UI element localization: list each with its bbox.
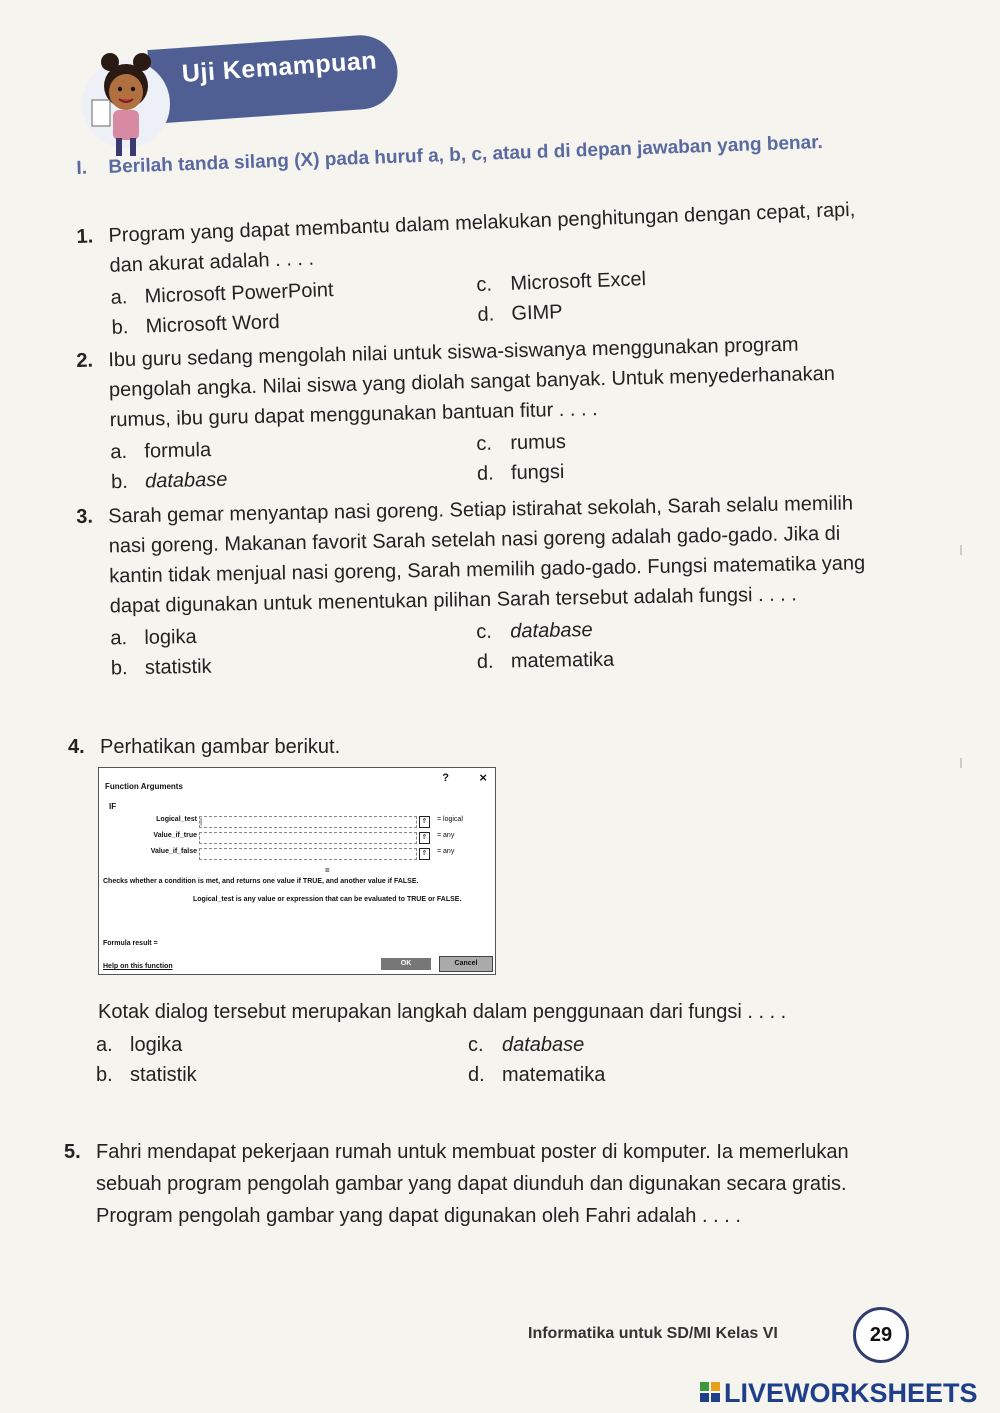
collapse-icon[interactable]: ⇑	[419, 816, 430, 828]
question-4-continued	[66, 996, 866, 1090]
function-description: Checks whether a condition is met, and returns one value if TRUE, and another value if FALSE.	[103, 878, 419, 885]
option-b[interactable]: b. statistik	[110, 655, 212, 680]
options	[96, 1030, 866, 1090]
book-title: Informatika untuk SD/MI Kelas VI	[528, 1325, 778, 1342]
option-d[interactable]: d. matematika	[468, 1064, 606, 1086]
option-d[interactable]: d. GIMP	[477, 301, 563, 327]
question-number: 1.	[76, 225, 94, 248]
watermark-text: LIVEWORKSHEETS	[724, 1378, 978, 1408]
collapse-icon[interactable]: ⇑	[419, 832, 430, 844]
question-2	[76, 328, 879, 498]
option-c[interactable]: c. database	[468, 1034, 585, 1056]
option-a[interactable]: a. logika	[96, 1034, 183, 1056]
close-icon[interactable]: ×	[479, 770, 487, 785]
question-text: Kotak dialog tersebut merupakan langkah dalam penggunaan dari fungsi . . . .	[98, 1001, 787, 1023]
scan-mark	[960, 758, 962, 768]
question-1	[76, 194, 870, 343]
logical-test-field[interactable]: |	[199, 816, 417, 828]
option-c[interactable]: c. Microsoft Excel	[476, 268, 647, 297]
formula-result: Formula result =	[103, 940, 158, 947]
instruction-text: Berilah tanda silang (X) pada huruf a, b, c, atau d di depan jawaban yang benar.	[108, 131, 824, 178]
option-a[interactable]: a. Microsoft PowerPoint	[110, 279, 334, 309]
page-title: Uji Kemampuan	[180, 46, 378, 88]
dialog-title: Function Arguments	[105, 782, 183, 791]
help-link[interactable]: Help on this function	[103, 963, 173, 970]
question-text: Fahri mendapat pekerjaan rumah untuk membuat poster di komputer. Ia memerlukan sebuah program pengolah gambar yang dapat diunduh dan digunakan secara gratis. Program pengolah gambar yang dapat digunakan oleh Fahri adalah . . . .	[96, 1141, 849, 1227]
question-number: 4.	[68, 736, 85, 758]
option-b[interactable]: b. database	[110, 468, 228, 494]
argument-description: Logical_test is any value or expression that can be evaluated to TRUE or FALSE.	[193, 896, 462, 903]
liveworksheets-logo-icon	[700, 1382, 720, 1402]
question-number: 2.	[76, 349, 94, 372]
option-a[interactable]: a. formula	[110, 438, 212, 464]
option-d[interactable]: d. matematika	[476, 648, 615, 674]
question-text: Sarah gemar menyantap nasi goreng. Setiap istirahat sekolah, Sarah selalu memilih nasi goreng. Makanan favorit Sarah setelah nasi goreng adalah gado-gado. Jika di kantin tidak menjual nasi goreng, Sarah memilih gado-gado. Fungsi matematika yang dapat digunakan untuk menentukan pilihan Sarah tersebut adalah fungsi . . . .	[108, 492, 866, 618]
question-text: Program yang dapat membantu dalam melakukan penghitungan dengan cepat, rapi, dan akurat adalah . . . .	[108, 198, 856, 277]
page-number: 29	[853, 1307, 909, 1363]
instruction	[76, 128, 857, 183]
ok-button[interactable]: OK	[381, 958, 431, 970]
instruction-number: I.	[76, 157, 88, 179]
option-c[interactable]: c. database	[476, 619, 593, 644]
option-b[interactable]: b. statistik	[96, 1064, 197, 1086]
value-if-false-field[interactable]	[199, 848, 417, 860]
options	[110, 610, 879, 683]
question-number: 5.	[64, 1141, 81, 1163]
cancel-button[interactable]: Cancel	[439, 956, 493, 972]
question-5	[64, 1136, 884, 1232]
equals-sign: =	[325, 866, 330, 875]
option-a[interactable]: a. logika	[110, 625, 197, 650]
argument-row: Logical_test | ⇑ = logical	[156, 816, 463, 826]
question-text: Perhatikan gambar berikut.	[100, 736, 341, 758]
value-if-true-field[interactable]	[199, 832, 417, 844]
scan-mark	[960, 545, 962, 555]
help-icon[interactable]: ?	[442, 772, 449, 784]
question-3	[76, 488, 879, 684]
question-number: 3.	[76, 505, 94, 528]
collapse-icon[interactable]: ⇑	[419, 848, 430, 860]
option-b[interactable]: b. Microsoft Word	[111, 310, 281, 339]
question-4	[68, 732, 868, 762]
function-arguments-dialog	[98, 767, 496, 975]
option-d[interactable]: d. fungsi	[476, 460, 565, 485]
argument-row: Value_if_true ⇑ = any	[99, 832, 497, 846]
option-c[interactable]: c. rumus	[476, 430, 567, 455]
question-text: Ibu guru sedang mengolah nilai untuk siswa-siswanya menggunakan program pengolah angka. Nilai siswa yang diolah sangat banyak. Untuk menyederhanakan rumus, ibu guru dapat menggunakan bantuan fitur . . . .	[108, 333, 836, 432]
function-name: IF	[109, 802, 117, 811]
argument-row: Value_if_false ⇑ = any	[99, 848, 497, 862]
